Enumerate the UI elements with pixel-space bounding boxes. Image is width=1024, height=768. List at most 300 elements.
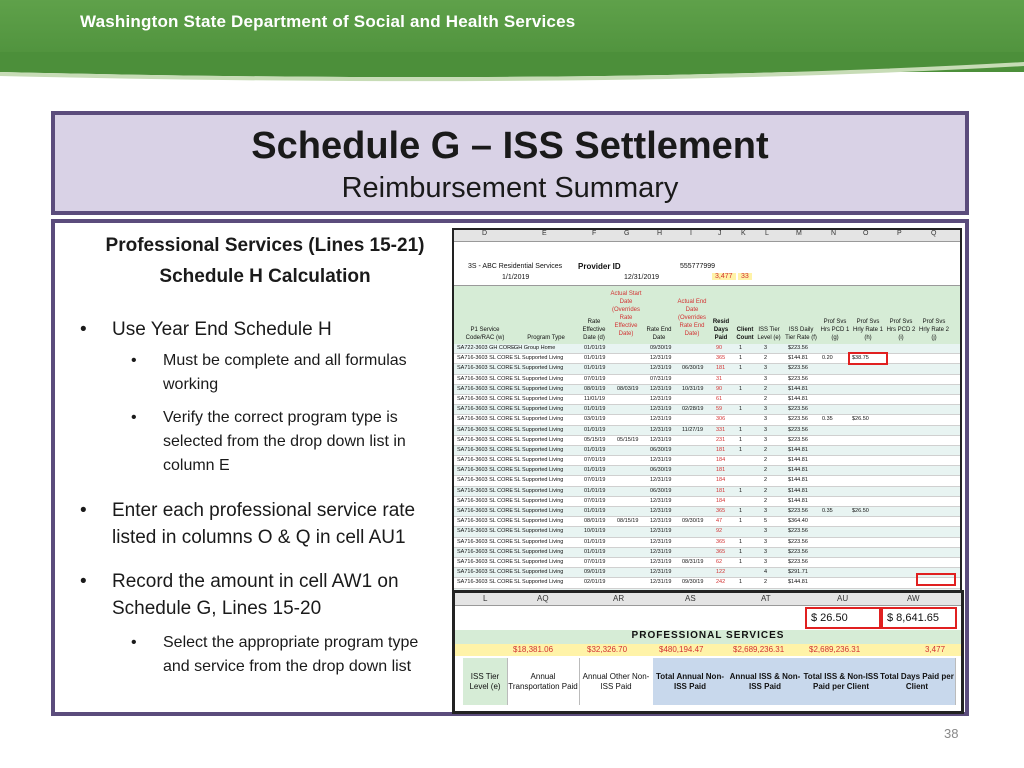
data-rows — [454, 344, 960, 592]
table-cell: $223.56 — [788, 345, 808, 351]
sub-bullet-text: Select the appropriate program type and service from the drop down list — [163, 634, 419, 675]
table-cell: 31 — [716, 375, 723, 382]
table-cell: 12/31/19 — [650, 426, 672, 433]
table-row — [454, 364, 960, 374]
schedule-h-spreadsheet — [452, 228, 962, 592]
table-cell: 12/31/19 — [650, 355, 672, 362]
table-row — [454, 446, 960, 456]
table-cell: SA716-3603 SL CORE — [457, 406, 514, 413]
table-cell: $223.56 — [788, 548, 808, 555]
column-letter: N — [831, 230, 837, 237]
table-cell: 10/31/19 — [682, 385, 704, 392]
sub-bullet-text: Verify the correct program type is selected from the drop down list in column E — [163, 409, 406, 474]
table-row — [454, 578, 960, 588]
table-cell: 2 — [764, 355, 768, 362]
column-letter: L — [483, 594, 488, 603]
table-cell: 06/30/19 — [650, 467, 672, 474]
table-cell: 365 — [716, 548, 726, 555]
table-cell: 3 — [764, 345, 768, 351]
table-cell: $144.81 — [788, 467, 808, 474]
table-cell: $144.81 — [788, 446, 808, 453]
table-cell: SL Supported Living — [514, 558, 564, 565]
table-cell: 1 — [739, 538, 743, 545]
table-row — [454, 375, 960, 385]
table-cell: 11/27/19 — [682, 426, 704, 433]
table-cell: 242 — [716, 579, 726, 586]
au-amount-cell[interactable] — [805, 607, 881, 629]
table-cell: 1 — [739, 518, 743, 525]
table-cell: 2 — [764, 477, 768, 484]
table-cell: SA716-3603 SL CORE — [457, 487, 514, 494]
table-cell: $223.56 — [788, 538, 808, 545]
column-letter: L — [765, 230, 769, 237]
table-cell: 01/01/19 — [584, 446, 606, 453]
table-cell: $223.56 — [788, 436, 808, 443]
table-cell: SL Supported Living — [514, 436, 564, 443]
table-cell: $223.56 — [788, 416, 808, 423]
header-cell: Total Annual Non-ISS Paid — [653, 658, 728, 705]
table-cell: SL Supported Living — [514, 548, 564, 555]
column-letter: M — [796, 230, 802, 237]
table-cell: 01/01/19 — [584, 426, 606, 433]
table-cell: SA716-3603 SL CORE — [457, 477, 514, 484]
table-cell: 09/01/19 — [584, 569, 606, 576]
table-cell: 1 — [739, 426, 743, 433]
highlight-box — [916, 573, 956, 586]
table-cell: 3 — [764, 375, 768, 382]
table-cell: $144.81 — [788, 395, 808, 402]
table-cell: 5 — [764, 518, 768, 525]
table-cell: SL Supported Living — [514, 538, 564, 545]
table-cell: 92 — [716, 528, 723, 535]
table-cell: 181 — [716, 365, 726, 372]
table-cell: 12/31/19 — [650, 548, 672, 555]
table-cell: 2 — [764, 446, 768, 453]
table-cell: 08/01/19 — [584, 518, 606, 525]
table-cell: 12/31/19 — [650, 569, 672, 576]
table-cell: $144.81 — [788, 579, 808, 586]
table-cell: SL Supported Living — [514, 385, 564, 392]
header-cell: Actual End Date (Overrides Rate End Date) — [677, 299, 707, 337]
table-cell: SA716-3603 SL CORE — [457, 457, 514, 464]
header-cell: Program Type — [527, 335, 565, 341]
header-cell: Annual ISS & Non-ISS Paid — [727, 658, 804, 705]
header-cell: Annual Transportation Paid — [507, 658, 580, 705]
table-cell: $144.81 — [788, 355, 808, 362]
table-cell: SL Supported Living — [514, 518, 564, 525]
schedule-g-spreadsheet — [452, 590, 964, 714]
table-cell: 61 — [716, 395, 723, 402]
table-cell: SA716-3603 SL CORE — [457, 548, 514, 555]
table-cell: $26.50 — [852, 416, 869, 423]
table-cell: SA716-3603 SL CORE — [457, 446, 514, 453]
table-row — [454, 385, 960, 395]
table-cell: 62 — [716, 558, 723, 565]
table-row — [454, 476, 960, 486]
table-cell: SL Supported Living — [514, 579, 564, 586]
column-letter: G — [624, 230, 630, 237]
column-header-row — [454, 230, 960, 242]
total-cell: $480,194.47 — [659, 645, 704, 654]
table-cell: 365 — [716, 538, 726, 545]
total-cell: 3,477 — [925, 645, 946, 654]
table-row — [454, 497, 960, 507]
column-letter: AW — [907, 594, 920, 603]
table-cell: $223.56 — [788, 426, 808, 433]
table-cell: 2 — [764, 395, 768, 402]
table-cell: SL Supported Living — [514, 569, 564, 576]
header-cell: Prof Svs Hrly Rate 2 (j) — [918, 319, 949, 341]
table-cell: SA716-3603 SL CORE — [457, 528, 514, 535]
table-cell: SA716-3603 SL CORE — [457, 569, 514, 576]
table-cell: $38.75 — [852, 355, 869, 362]
table-cell: SA716-3603 SL CORE — [457, 436, 514, 443]
table-cell: 05/15/19 — [584, 436, 606, 443]
table-cell: SA716-3603 SL CORE — [457, 416, 514, 423]
table-cell: 08/31/19 — [682, 558, 704, 565]
table-cell: $364.40 — [788, 518, 808, 525]
table-cell: SA716-3603 SL CORE — [457, 355, 514, 362]
table-cell: 1 — [739, 508, 743, 514]
period-end: 12/31/2019 — [624, 274, 660, 281]
table-cell: 01/01/19 — [584, 406, 606, 413]
table-cell: SL Supported Living — [514, 497, 564, 504]
table-cell: 08/01/19 — [584, 385, 606, 392]
table-cell: 12/31/19 — [650, 395, 672, 402]
aw-amount-cell[interactable] — [881, 607, 957, 629]
table-cell: 1 — [739, 365, 743, 372]
highlight-box — [848, 352, 888, 365]
table-cell: 07/01/19 — [584, 497, 606, 504]
table-cell: SL Supported Living — [514, 467, 564, 474]
table-cell: 12/31/19 — [650, 518, 672, 525]
table-cell: 10/01/19 — [584, 528, 606, 535]
table-cell: 1 — [739, 446, 743, 453]
table-row — [454, 527, 960, 537]
table-row — [454, 395, 960, 405]
table-cell: SL Supported Living — [514, 446, 564, 453]
table-cell: 01/01/19 — [584, 538, 606, 545]
table-cell: $223.56 — [788, 558, 808, 565]
table-row — [454, 466, 960, 476]
table-cell: SL Supported Living — [514, 416, 564, 423]
table-cell: 09/30/19 — [682, 579, 704, 586]
aw-amount: $ 8,641.65 — [887, 612, 939, 624]
table-cell: 1 — [739, 579, 743, 586]
table-cell: 2 — [764, 385, 768, 392]
table-cell: 01/01/19 — [584, 467, 606, 474]
table-cell: $291.71 — [788, 569, 808, 576]
provider-row — [454, 262, 960, 273]
table-cell: $144.81 — [788, 385, 808, 392]
header-cell: Total ISS & Non-ISS Paid per Client — [803, 658, 880, 705]
table-row — [454, 436, 960, 446]
table-cell: $223.56 — [788, 508, 808, 514]
header-cell: ISS Daily Tier Rate (f) — [785, 327, 817, 341]
table-cell: SL Supported Living — [514, 355, 564, 362]
column-letter: AQ — [537, 594, 549, 603]
table-cell: $144.81 — [788, 477, 808, 484]
provider-id-label: Provider ID — [578, 262, 621, 271]
column-letter: H — [657, 230, 663, 237]
table-cell: 1 — [739, 355, 743, 362]
total-days: 3,477 — [712, 273, 736, 280]
table-cell: 3 — [764, 508, 768, 514]
table-cell: 2 — [764, 579, 768, 586]
column-letter: F — [592, 230, 597, 237]
au-amount: $ 26.50 — [811, 612, 848, 624]
table-cell: 181 — [716, 467, 726, 474]
slide-subtitle: Reimbursement Summary — [341, 172, 679, 204]
table-cell: 184 — [716, 497, 726, 504]
table-cell: 3 — [764, 558, 768, 565]
period-start: 1/1/2019 — [502, 274, 530, 281]
total-cell: $2,689,236.31 — [809, 645, 861, 654]
table-cell: SA716-3603 SL CORE — [457, 426, 514, 433]
table-cell: 3 — [764, 548, 768, 555]
table-cell: 122 — [716, 569, 726, 576]
table-cell: SL Supported Living — [514, 395, 564, 402]
table-cell: 3 — [764, 538, 768, 545]
table-cell: 184 — [716, 477, 726, 484]
table-cell: 01/01/19 — [584, 548, 606, 555]
bullet-text: Enter each professional service rate listed in columns O & Q in cell AU1 — [112, 500, 416, 548]
header-cell: Prof Svs Hrly Rate 1 (h) — [852, 319, 883, 341]
table-cell: 12/31/19 — [650, 385, 672, 392]
table-cell: 2 — [764, 487, 768, 494]
table-cell: 07/01/19 — [584, 457, 606, 464]
total-clients: 33 — [738, 273, 752, 280]
table-cell: 1 — [739, 548, 743, 555]
header-cell: Client Count — [736, 327, 754, 341]
table-row — [454, 548, 960, 558]
table-cell: 11/01/19 — [584, 395, 606, 402]
table-cell: 12/31/19 — [650, 365, 672, 372]
table-cell: 03/01/19 — [584, 416, 606, 423]
table-cell: SA716-3603 SL CORE — [457, 497, 514, 504]
sheet-header-row — [454, 285, 960, 345]
header-cell: Total Days Paid per Client — [879, 658, 956, 705]
total-cell: $18,381.06 — [513, 645, 554, 654]
bullet-item: • Record the amount in cell AW1 on Schedule G, Lines 15-20 — [80, 571, 399, 619]
table-cell: 12/31/19 — [650, 528, 672, 535]
table-cell: 365 — [716, 355, 726, 362]
table-cell: 47 — [716, 518, 723, 525]
table-cell: 90 — [716, 345, 723, 351]
table-cell: 02/01/19 — [584, 579, 606, 586]
table-cell: 3 — [764, 528, 768, 535]
header-cell: Annual Other Non-ISS Paid — [579, 658, 654, 705]
column-letter: K — [741, 230, 746, 237]
table-cell: 1 — [739, 558, 743, 565]
total-cell: $2,689,236.31 — [733, 645, 785, 654]
period-row — [454, 273, 960, 284]
table-cell: 2 — [764, 467, 768, 474]
table-cell: 12/31/19 — [650, 416, 672, 423]
table-cell: $223.56 — [788, 365, 808, 372]
table-cell: 07/01/19 — [584, 375, 606, 382]
table-cell: 07/01/19 — [584, 558, 606, 565]
table-cell: 181 — [716, 446, 726, 453]
table-cell: 0.20 — [822, 355, 833, 362]
table-cell: 306 — [716, 416, 726, 423]
column-letter: I — [690, 230, 692, 237]
bullet-text: Use Year End Schedule H — [112, 319, 332, 340]
total-cell: $32,326.70 — [587, 645, 628, 654]
table-cell: 3 — [764, 406, 768, 413]
table-cell: 06/30/19 — [650, 446, 672, 453]
table-cell: 07/31/19 — [650, 375, 672, 382]
table-cell: $223.56 — [788, 375, 808, 382]
table-cell: 12/31/19 — [650, 477, 672, 484]
table-row — [454, 558, 960, 568]
column-letter: AT — [761, 594, 771, 603]
header-cell: Resid Days Paid — [712, 319, 730, 341]
table-cell: 59 — [716, 406, 723, 413]
column-letter: AU — [837, 594, 849, 603]
bullet-item: • Enter each professional service rate listed in columns O & Q in cell AU1 — [80, 500, 416, 548]
table-cell: 09/30/19 — [650, 345, 672, 351]
table-cell: 06/30/19 — [650, 487, 672, 494]
org-name: Washington State Department of Social and Health Services — [80, 12, 576, 31]
table-cell: $223.56 — [788, 528, 808, 535]
table-row — [454, 415, 960, 425]
table-cell: 2 — [764, 457, 768, 464]
table-cell: 12/31/19 — [650, 497, 672, 504]
table-cell: $144.81 — [788, 487, 808, 494]
table-cell: $144.81 — [788, 457, 808, 464]
table-cell: 01/01/19 — [584, 355, 606, 362]
page-number: 38 — [944, 726, 959, 741]
header-cell: Prof Svs Hrs PCD 1 (g) — [820, 319, 850, 341]
table-cell: 0.35 — [822, 508, 833, 514]
table-cell: SL Supported Living — [514, 375, 564, 382]
table-row — [454, 517, 960, 527]
header-cell: Actual Start Date (Overrides Rate Effective Date) — [610, 291, 642, 337]
table-cell: 0.35 — [822, 416, 833, 423]
table-cell: SL Supported Living — [514, 406, 564, 413]
bullet-text: Record the amount in cell AW1 on Schedule G, Lines 15-20 — [112, 571, 399, 619]
table-cell: SA716-3603 SL CORE — [457, 385, 514, 392]
table-cell: 1 — [739, 487, 743, 494]
table-cell: SL Supported Living — [514, 457, 564, 464]
table-cell: 12/31/19 — [650, 436, 672, 443]
column-header-row — [455, 593, 961, 606]
sub-bullet-text: Must be complete and all formulas working — [163, 352, 407, 393]
column-letter: E — [542, 230, 547, 237]
section-subheading: Schedule H Calculation — [159, 266, 371, 287]
table-cell: 12/31/19 — [650, 538, 672, 545]
table-cell: 1 — [739, 385, 743, 392]
column-letter: D — [482, 230, 488, 237]
table-cell: 12/31/19 — [650, 406, 672, 413]
table-cell: SA716-3603 SL CORE — [457, 375, 514, 382]
table-cell: SA716-3603 SL CORE — [457, 538, 514, 545]
table-cell: 12/31/19 — [650, 579, 672, 586]
table-cell: 08/15/19 — [617, 518, 639, 525]
table-cell: SA716-3603 SL CORE — [457, 558, 514, 565]
bullet-item: • Use Year End Schedule H — [80, 319, 332, 340]
table-cell: 05/15/19 — [617, 436, 639, 443]
table-cell: 181 — [716, 487, 726, 494]
table-cell: SA716-3603 SL CORE — [457, 508, 514, 514]
column-letter: Q — [931, 230, 937, 237]
table-cell: GH Group Home — [514, 345, 556, 351]
header-cell: Prof Svs Hrs PCD 2 (i) — [886, 319, 916, 341]
table-cell: 02/28/19 — [682, 406, 704, 413]
table-cell: SL Supported Living — [514, 528, 564, 535]
header-cell: Rate Effective Date (d) — [582, 319, 606, 341]
table-cell: 184 — [716, 457, 726, 464]
table-cell: 3 — [764, 426, 768, 433]
instructions — [55, 223, 450, 712]
table-row — [454, 487, 960, 497]
table-row — [454, 456, 960, 466]
header-cell: ISS Tier Level (e) — [757, 327, 781, 341]
table-cell: 09/30/19 — [682, 518, 704, 525]
table-cell: 12/31/19 — [650, 508, 672, 514]
totals-row — [455, 644, 961, 656]
table-cell: SL Supported Living — [514, 508, 564, 514]
table-cell: SL Supported Living — [514, 426, 564, 433]
table-cell: 90 — [716, 385, 723, 392]
table-cell: 2 — [764, 497, 768, 504]
sub-bullet-item: • Verify the correct program type is selected from the drop down list in column E — [131, 409, 406, 474]
table-cell: 01/01/19 — [584, 487, 606, 494]
section-title-row: PROFESSIONAL SERVICES — [455, 630, 961, 644]
title-box — [51, 111, 969, 215]
table-cell: 231 — [716, 436, 726, 443]
column-letter: J — [718, 230, 722, 237]
table-row — [454, 568, 960, 578]
table-cell: 06/30/19 — [682, 365, 704, 372]
table-cell: SA716-3603 SL CORE — [457, 579, 514, 586]
provider-name: 3S - ABC Residential Services — [468, 263, 563, 270]
table-cell: 1 — [739, 436, 743, 443]
table-cell: SL Supported Living — [514, 365, 564, 372]
table-cell: SA716-3603 SL CORE — [457, 365, 514, 372]
table-cell: SA716-3603 SL CORE — [457, 467, 514, 474]
table-cell: 3 — [764, 365, 768, 372]
table-row — [454, 538, 960, 548]
table-cell: 3 — [764, 416, 768, 423]
table-cell: SL Supported Living — [514, 477, 564, 484]
table-cell: 3 — [764, 436, 768, 443]
header-cell: ISS Tier Level (e) — [463, 658, 508, 705]
table-cell: 365 — [716, 508, 726, 514]
table-cell: 01/01/19 — [584, 345, 606, 351]
table-cell: 01/01/19 — [584, 365, 606, 372]
table-cell: $223.56 — [788, 406, 808, 413]
sub-bullet-item: • Select the appropriate program type and service from the drop down list — [131, 634, 419, 675]
provider-id: 555777999 — [680, 263, 716, 270]
section-heading: Professional Services (Lines 15-21) — [105, 235, 425, 256]
column-letter: P — [897, 230, 902, 237]
table-cell: SA716-3603 SL CORE — [457, 395, 514, 402]
table-row — [454, 507, 960, 517]
table-cell: 12/31/19 — [650, 457, 672, 464]
table-cell: 01/01/19 — [584, 508, 606, 514]
table-cell: 331 — [716, 426, 726, 433]
table-cell: 1 — [739, 406, 743, 413]
table-row — [454, 405, 960, 415]
header-cell: P1 Service Code/RAC (w) — [465, 327, 505, 341]
table-cell: 1 — [739, 345, 743, 351]
column-letter: AR — [613, 594, 625, 603]
table-cell: SA722-3603 GH CORE — [457, 345, 515, 351]
banner-swoosh — [0, 52, 1024, 82]
table-cell: SL Supported Living — [514, 487, 564, 494]
